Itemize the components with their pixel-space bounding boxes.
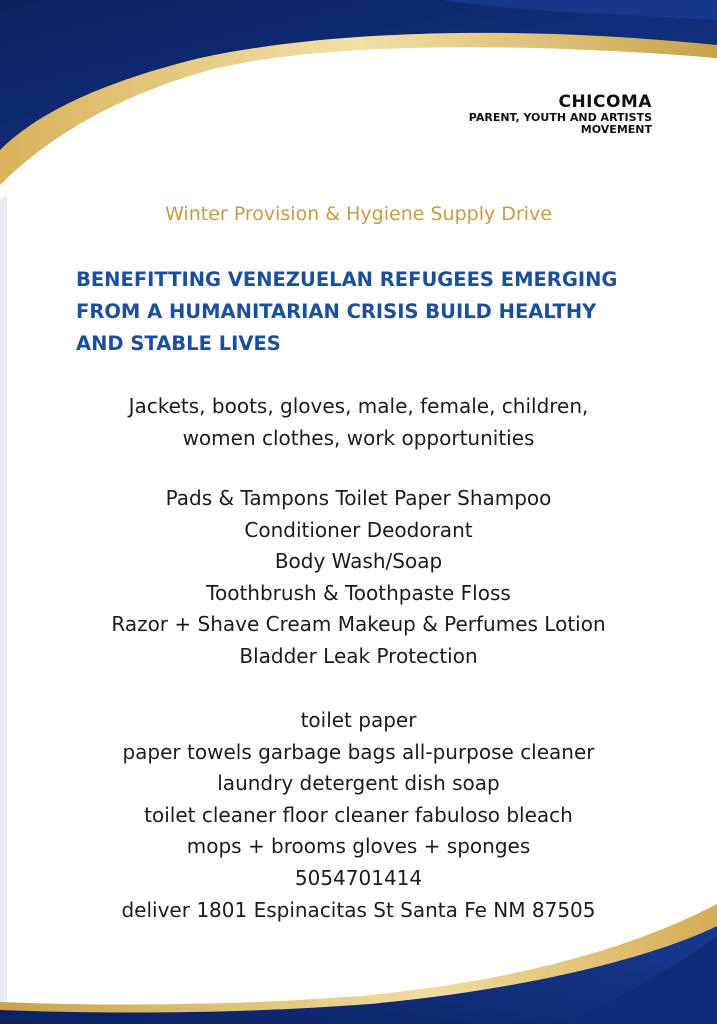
- phone-number: 5054701414: [294, 865, 423, 890]
- list-item: laundry detergent dish soap: [217, 771, 500, 796]
- list-item: Body Wash/Soap: [274, 549, 443, 574]
- list-item: toilet paper: [300, 708, 417, 732]
- list-item: Pads & Tampons Toilet Paper Shampoo: [165, 486, 552, 510]
- headline-line: FROM A HUMANITARIAN CRISIS BUILD HEALTHY: [76, 300, 597, 323]
- list-item: paper towels garbage bags all-purpose cleaner: [122, 739, 595, 764]
- organization-name: CHICOMA: [558, 92, 652, 112]
- organization-subtitle-line-1: PARENT, YOUTH AND ARTISTS: [468, 111, 652, 124]
- list-item: mops + brooms gloves + sponges: [186, 834, 531, 859]
- list-item: Conditioner Deodorant: [244, 517, 473, 542]
- list-item: Jackets, boots, gloves, male, female, children,: [128, 394, 589, 418]
- delivery-address: deliver 1801 Espinacitas St Santa Fe NM 87505: [121, 897, 596, 922]
- organization-subtitle-line-2: MOVEMENT: [580, 123, 652, 136]
- organization-block: [469, 92, 652, 136]
- hygiene-list: [0, 483, 717, 673]
- list-item: Toothbrush & Toothpaste Floss: [206, 580, 511, 605]
- clothing-list: [0, 391, 717, 454]
- list-item: Razor + Shave Cream Makeup & Perfumes Lotion: [111, 612, 606, 637]
- drive-subtitle: Winter Provision & Hygiene Supply Drive: [165, 203, 552, 225]
- headline: [76, 264, 656, 360]
- list-item: toilet cleaner floor cleaner fabuloso bleach: [144, 802, 573, 827]
- headline-line: BENEFITTING VENEZUELAN REFUGEES EMERGING: [76, 268, 618, 291]
- list-item: Bladder Leak Protection: [239, 643, 478, 668]
- list-item: women clothes, work opportunities: [182, 425, 535, 450]
- headline-line: AND STABLE LIVES: [76, 332, 281, 355]
- household-list: [0, 705, 717, 926]
